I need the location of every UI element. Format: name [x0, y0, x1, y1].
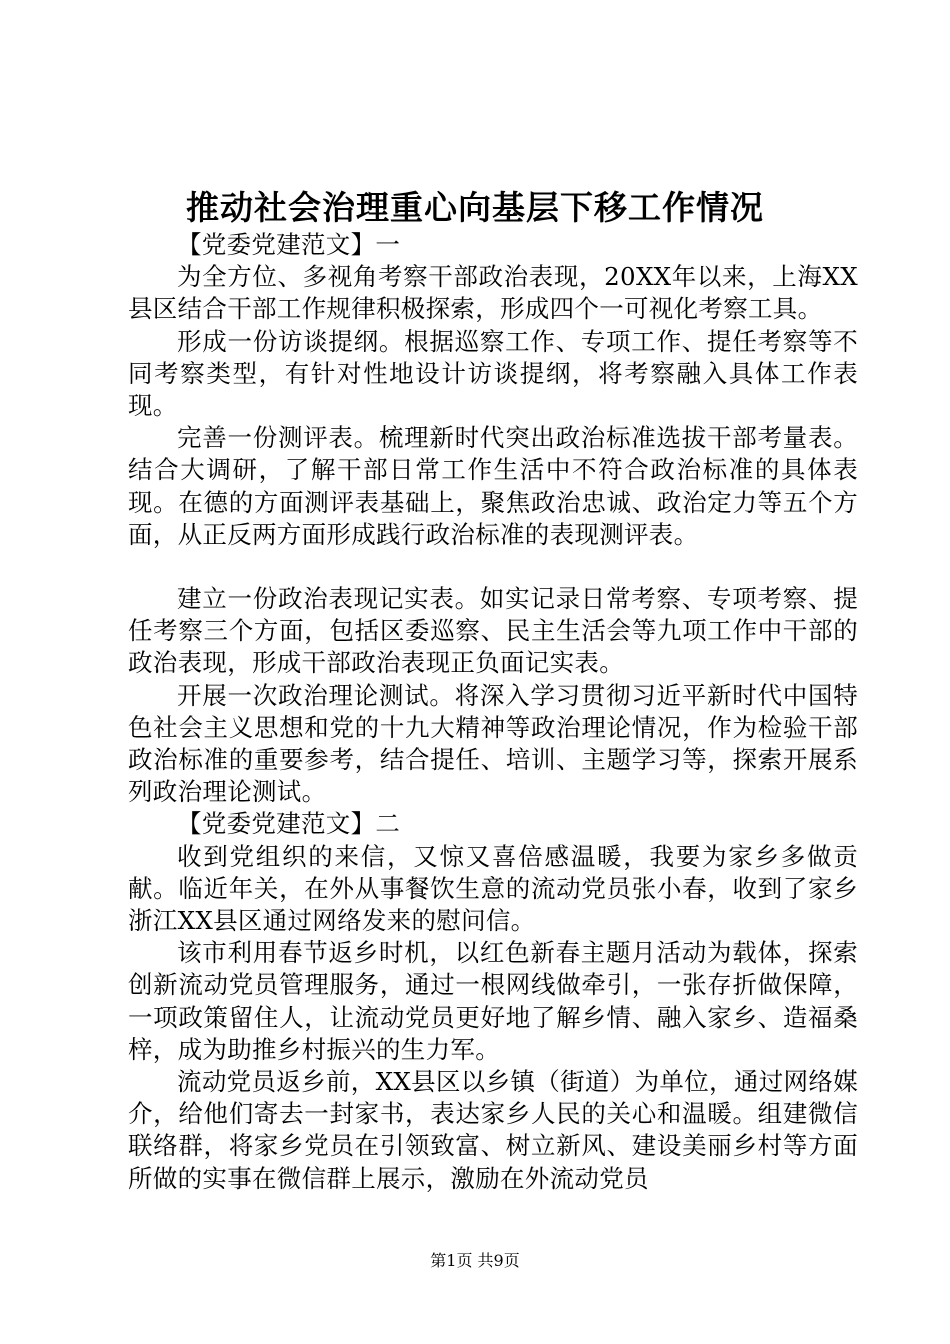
paragraph: 完善一份测评表。梳理新时代突出政治标准选拔干部考量表。结合大调研，了解干部日常工作生活中不符合政治标准的具体表现。在德的方面测评表基础上，聚焦政治忠诚、政治定力等五个方面，从正反两方面形成践行政治标准的表现测评表。: [128, 423, 858, 549]
document-title: 推动社会治理重心向基层下移工作情况: [186, 188, 764, 227]
paragraph: 为全方位、多视角考察干部政治表现，20XX年以来，上海XX县区结合干部工作规律积极探索，形成四个一可视化考察工具。: [128, 262, 858, 324]
paragraph: 流动党员返乡前，XX县区以乡镇（街道）为单位，通过网络媒介，给他们寄去一封家书，表达家乡人民的关心和温暖。组建微信联络群，将家乡党员在引领致富、树立新风、建设美丽乡村等方面所做的实事在微信群上展示，激励在外流动党员: [128, 1067, 858, 1193]
paragraph: 形成一份访谈提纲。根据巡察工作、专项工作、提任考察等不同考察类型，有针对性地设计访谈提纲，将考察融入具体工作表现。: [128, 326, 858, 421]
document-body: [128, 229, 858, 1195]
paragraph: 建立一份政治表现记实表。如实记录日常考察、专项考察、提任考察三个方面，包括区委巡察、民主生活会等九项工作中干部的政治表现，形成干部政治表现正负面记实表。: [128, 584, 858, 678]
section-label: 【党委党建范文】一: [177, 230, 401, 259]
paragraph: 开展一次政治理论测试。将深入学习贯彻习近平新时代中国特色社会主义思想和党的十九大精神等政治理论情况，作为检验干部政治标准的重要参考，结合提任、培训、主题学习等，探索开展系列政治理论测试。: [128, 680, 858, 807]
page-footer: 第1页 共9页: [430, 1251, 520, 1270]
section-label: 【党委党建范文】二: [177, 809, 401, 839]
paragraph: 收到党组织的来信，又惊又喜倍感温暖，我要为家乡多做贡献。临近年关，在外从事餐饮生意的流动党员张小春，收到了家乡浙江XX县区通过网络发来的慰问信。: [128, 841, 858, 936]
paragraph: 该市利用春节返乡时机，以红色新春主题月活动为载体，探索创新流动党员管理服务，通过一根网线做牵引，一张存折做保障，一项政策留住人，让流动党员更好地了解乡情、融入家乡、造福桑梓，成为助推乡村振兴的生力军。: [128, 938, 858, 1064]
paragraph-gap: [128, 551, 858, 583]
